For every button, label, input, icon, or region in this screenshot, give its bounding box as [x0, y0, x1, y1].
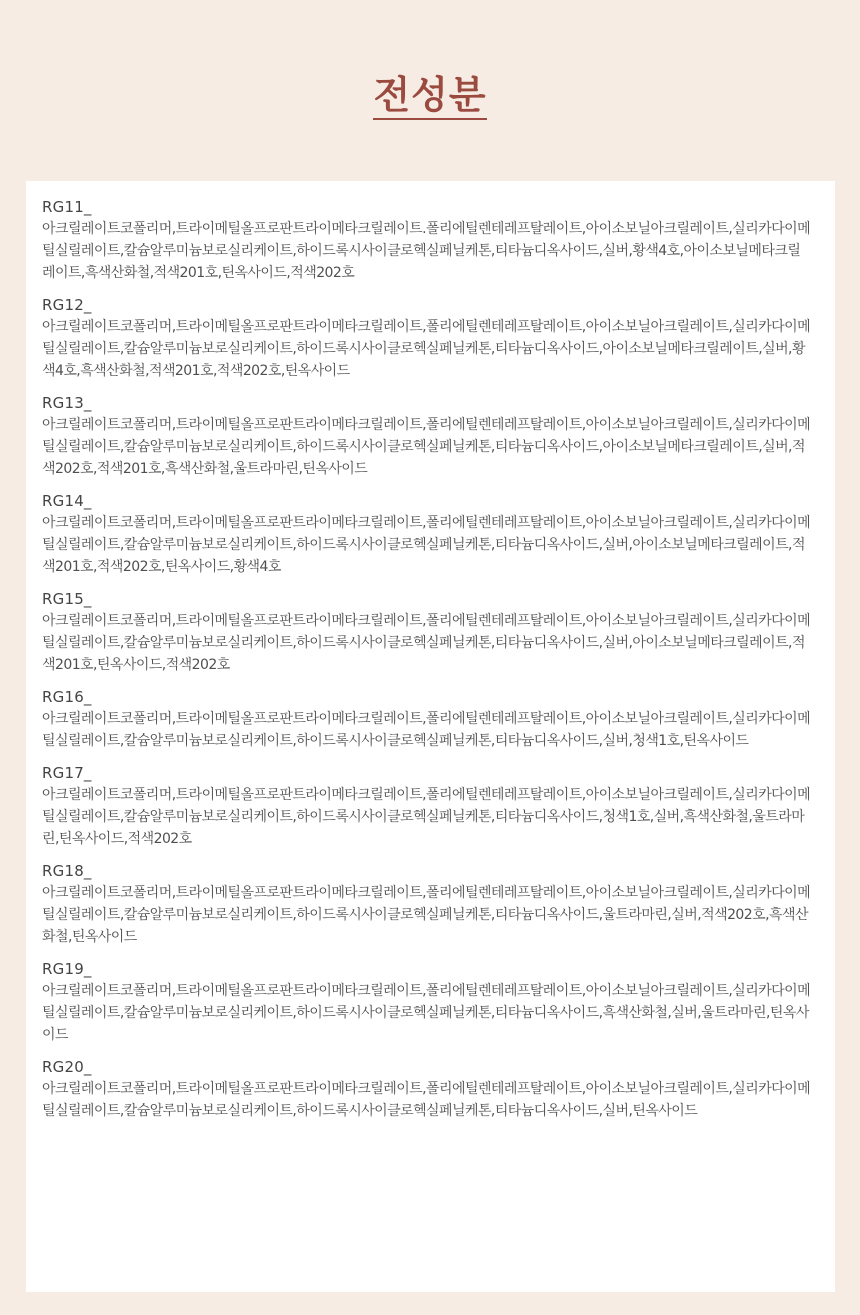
product-code: RG18_ — [42, 862, 92, 880]
ingredient-entry — [42, 763, 813, 850]
ingredient-entry — [42, 861, 813, 948]
product-code: RG20_ — [42, 1058, 92, 1076]
ingredient-list: 아크릴레이트코폴리머,트라이메틸올프로판트라이메타크릴레이트,폴리에틸렌테레프탈레이트,아이소보닐아크릴레이트,실리카다이메틸실릴레이트,칼슘알루미늄보로실리케이트,하이드록시사이클로헥실페닐케톤,티타늄디옥사이드,실버,아이소보닐메타크릴레이트,적색201호,적색202호,틴옥사이드,황색4호 — [42, 515, 811, 575]
ingredient-list: 아크릴레이트코폴리머,트라이메틸올프로판트라이메타크릴레이트,폴리에틸렌테레프탈레이트,아이소보닐아크릴레이트,실리카다이메틸실릴레이트,칼슘알루미늄보로실리케이트,하이드록시사이클로헥실페닐케톤,티타늄디옥사이드,실버,틴옥사이드 — [42, 1081, 811, 1119]
product-code: RG19_ — [42, 960, 92, 978]
product-code: RG12_ — [42, 296, 92, 314]
title-wrapper — [0, 74, 860, 120]
ingredient-list: 아크릴레이트코폴리머,트라이메틸올프로판트라이메타크릴레이트.폴리에틸렌테레프탈레이트,아이소보닐아크릴레이트,실리카다이메틸실릴레이트,칼슘알루미늄보로실리케이트,하이드록시사이클로헥실페닐케톤,티타늄디옥사이드,실버,황색4호,아이소보닐메타크릴레이트,흑색산화철,적색201호,틴옥사이드,적색202호 — [42, 221, 811, 281]
product-code: RG16_ — [42, 688, 92, 706]
ingredient-entry — [42, 197, 813, 284]
ingredients-panel — [26, 181, 835, 1292]
ingredient-entry — [42, 295, 813, 382]
ingredient-list: 아크릴레이트코폴리머,트라이메틸올프로판트라이메타크릴레이트,폴리에틸렌테레프탈레이트,아이소보닐아크릴레이트,실리카다이메틸실릴레이트,칼슘알루미늄보로실리케이트,하이드록시사이클로헥실페닐케톤,티타늄디옥사이드,아이소보닐메타크릴레이트,실버,적색202호,적색201호,흑색산화철,울트라마린,틴옥사이드 — [42, 417, 811, 477]
ingredient-list: 아크릴레이트코폴리머,트라이메틸올프로판트라이메타크릴레이트,폴리에틸렌테레프탈레이트,아이소보닐아크릴레이트,실리카다이메틸실릴레이트,칼슘알루미늄보로실리케이트,하이드록시사이클로헥실페닐케톤,티타늄디옥사이드,울트라마린,실버,적색202호,흑색산화철,틴옥사이드 — [42, 885, 811, 945]
page-title: 전성분 — [373, 74, 486, 120]
ingredient-entry — [42, 589, 813, 676]
ingredient-entry — [42, 1057, 813, 1122]
ingredient-list: 아크릴레이트코폴리머,트라이메틸올프로판트라이메타크릴레이트,폴리에틸렌테레프탈레이트,아이소보닐아크릴레이트,실리카다이메틸실릴레이트,칼슘알루미늄보로실리케이트,하이드록시사이클로헥실페닐케톤,티타늄디옥사이드,실버,청색1호,틴옥사이드 — [42, 711, 811, 749]
ingredient-list: 아크릴레이트코폴리머,트라이메틸올프로판트라이메타크릴레이트,폴리에틸렌테레프탈레이트,아이소보닐아크릴레이트,실리카다이메틸실릴레이트,칼슘알루미늄보로실리케이트,하이드록시사이클로헥실페닐케톤,티타늄디옥사이드,흑색산화철,실버,울트라마린,틴옥사이드 — [42, 983, 811, 1043]
ingredient-list: 아크릴레이트코폴리머,트라이메틸올프로판트라이메타크릴레이트,폴리에틸렌테레프탈레이트,아이소보닐아크릴레이트,실리카다이메틸실릴레이트,칼슘알루미늄보로실리케이트,하이드록시사이클로헥실페닐케톤,티타늄디옥사이드,청색1호,실버,흑색산화철,울트라마린,틴옥사이드,적색202호 — [42, 787, 811, 847]
product-code: RG14_ — [42, 492, 92, 510]
ingredient-entry — [42, 491, 813, 578]
ingredient-entry — [42, 959, 813, 1046]
product-code: RG15_ — [42, 590, 92, 608]
product-code: RG13_ — [42, 394, 92, 412]
ingredient-entry — [42, 687, 813, 752]
product-code: RG11_ — [42, 198, 92, 216]
ingredient-list: 아크릴레이트코폴리머,트라이메틸올프로판트라이메타크릴레이트,폴리에틸렌테레프탈레이트,아이소보닐아크릴레이트,실리카다이메틸실릴레이트,칼슘알루미늄보로실리케이트,하이드록시사이클로헥실페닐케톤,티타늄디옥사이드,아이소보닐메타크릴레이트,실버,황색4호,흑색산화철,적색201호,적색202호,틴옥사이드 — [42, 319, 811, 379]
product-code: RG17_ — [42, 764, 92, 782]
ingredient-entry — [42, 393, 813, 480]
ingredient-list: 아크릴레이트코폴리머,트라이메틸올프로판트라이메타크릴레이트,폴리에틸렌테레프탈레이트,아이소보닐아크릴레이트,실리카다이메틸실릴레이트,칼슘알루미늄보로실리케이트,하이드록시사이클로헥실페닐케톤,티타늄디옥사이드,실버,아이소보닐메타크릴레이트,적색201호,틴옥사이드,적색202호 — [42, 613, 811, 673]
